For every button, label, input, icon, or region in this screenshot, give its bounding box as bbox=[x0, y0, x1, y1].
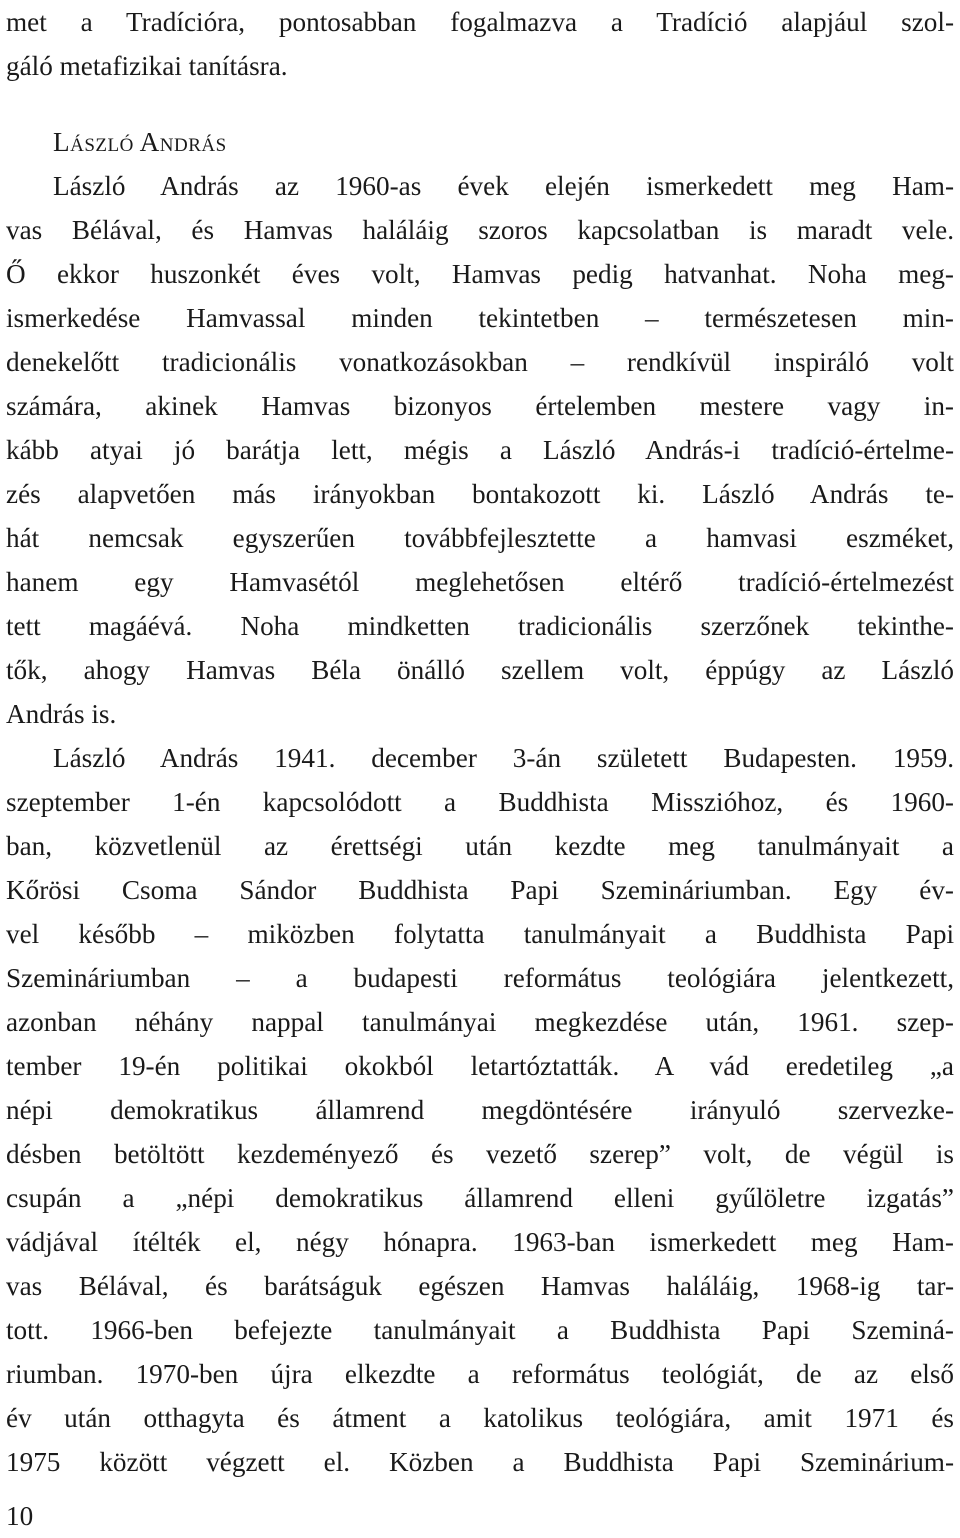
paragraph-line: kább atyai jó barátja lett, mégis a László András-i tradíció-értelme- bbox=[6, 435, 954, 465]
text-line: met a Tradícióra, pontosabban fogalmazva a Tradíció alapjául szol- bbox=[6, 7, 954, 37]
paragraph-line: désben betöltött kezdeményező és vezető szerep” volt, de végül is bbox=[6, 1139, 954, 1169]
paragraph-line: vas Bélával, és Hamvas haláláig szoros kapcsolatban is maradt vele. bbox=[6, 215, 954, 245]
paragraph-line: számára, akinek Hamvas bizonyos értelemben mestere vagy in- bbox=[6, 391, 954, 421]
paragraph-line: tott. 1966-ben befejezte tanulmányait a Buddhista Papi Szeminá- bbox=[6, 1315, 954, 1345]
paragraph-line: Kőrösi Csoma Sándor Buddhista Papi Szemináriumban. Egy év- bbox=[6, 875, 954, 905]
paragraph-line: András is. bbox=[6, 699, 117, 729]
paragraph-line: 1975 között végzett el. Közben a Buddhista Papi Szemináriu​m- bbox=[6, 1447, 954, 1477]
paragraph-line: vel később – miközben folytatta tanulmányait a Buddhista Papi bbox=[6, 919, 954, 949]
paragraph-line: vádjával ítélték el, négy hónapra. 1963-ban ismerkedett meg Ham- bbox=[6, 1227, 954, 1257]
paragraph-line: László András az 1960-as évek elején ismerkedett meg Ham- bbox=[53, 171, 954, 201]
paragraph-line: ban, közvetlenül az érettségi után kezdte meg tanulmányait a bbox=[6, 831, 954, 861]
page-number: 10 bbox=[6, 1501, 34, 1531]
paragraph-line: hát nemcsak egyszerűen továbbfejlesztette a hamvasi eszméket, bbox=[6, 523, 954, 553]
paragraph-line: ismerkedése Hamvassal minden tekintetben – természetesen min- bbox=[6, 303, 954, 333]
paragraph-line: László András 1941. december 3-án született Budapesten. 1959. bbox=[53, 743, 954, 773]
paragraph-line: riumban. 1970-ben újra elkezdte a református teológiát, de az első bbox=[6, 1359, 954, 1389]
paragraph-line: tett magáévá. Noha mindketten tradicionális szerzőnek tekinthe- bbox=[6, 611, 954, 641]
section-heading: László András bbox=[53, 127, 227, 157]
paragraph-line: zés alapvetően más irányokban bontakozott ki. László András te- bbox=[6, 479, 954, 509]
paragraph-line: év után otthagyta és átment a katolikus teológiára, amit 1971 és bbox=[6, 1403, 954, 1433]
paragraph-line: csupán a „népi demokratikus államrend elleni gyűlöletre izgatás” bbox=[6, 1183, 954, 1213]
paragraph-line: Ő ekkor huszonkét éves volt, Hamvas pedig hatvanhat. Noha meg- bbox=[6, 259, 954, 289]
paragraph-line: hanem egy Hamvasétól meglehetősen eltérő tradíció-értelmezést bbox=[6, 567, 954, 597]
paragraph-line: tember 19-én politikai okokból letartóztatták. A vád eredetileg „a bbox=[6, 1051, 954, 1081]
paragraph-line: denekelőtt tradicionális vonatkozásokban – rendkívül inspiráló volt bbox=[6, 347, 954, 377]
paragraph-line: tők, ahogy Hamvas Béla önálló szellem volt, éppúgy az László bbox=[6, 655, 954, 685]
document-page bbox=[6, 0, 954, 1532]
paragraph-line: szeptember 1-én kapcsolódott a Buddhista Misszióhoz, és 1960- bbox=[6, 787, 954, 817]
paragraph-line: vas Bélával, és barátságuk egészen Hamvas haláláig, 1968-ig tar- bbox=[6, 1271, 954, 1301]
paragraph-line: azonban néhány nappal tanulmányai megkezdése után, 1961. szep- bbox=[6, 1007, 954, 1037]
paragraph-line: népi demokratikus államrend megdöntésére irányuló szervezke- bbox=[6, 1095, 954, 1125]
paragraph-line: Szemináriumban – a budapesti református teológiára jelentkezett, bbox=[6, 963, 954, 993]
text-line: gáló metafizikai tanításra. bbox=[6, 51, 288, 81]
